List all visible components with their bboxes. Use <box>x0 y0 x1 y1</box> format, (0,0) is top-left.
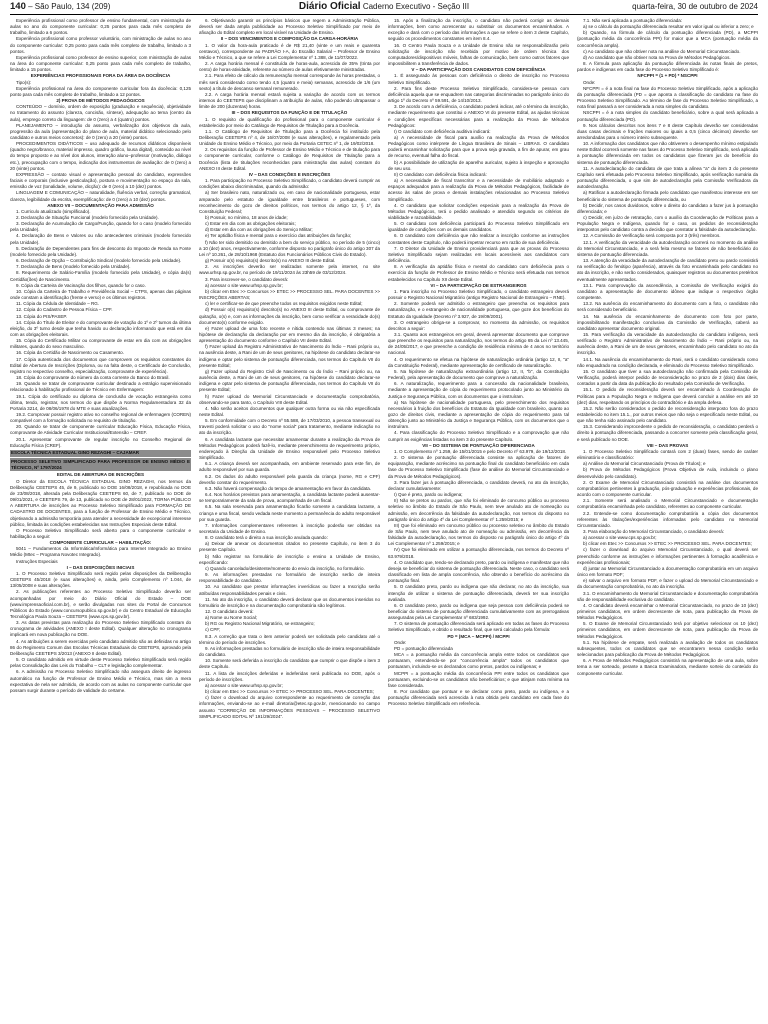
section-heading: II – DOS VENCIMENTOS E COMPOSIÇÃO DA CARGA-HORÁRIA <box>220 36 359 42</box>
paragraph: 1. O Processo Seletivo Simplificado será regido pelas disposições da Deliberação CEETEPS 45/2018 (e suas alterações) e, ainda, pelo Complemento nº 1.044, de 13/05/2008 e suas alterações. <box>10 570 191 589</box>
paragraph: b) Não registrar na formulário de inscrição o ensino a Unidade de Ensino, especificando: <box>199 553 380 565</box>
paragraph: I) O candidato com deficiência auditiva indicará: <box>394 128 491 134</box>
paragraph: Experiência profissional como professor de ensino fundamental, com ministração de aulas no ano do componente curricular: 0,25 pontos para cada mês completo de trabalho, limitado a 6 pontos. <box>10 18 191 36</box>
paragraph: b) Possuir, no mínimo, 18 anos de idade; <box>205 215 288 220</box>
paragraph: c) fazer o download do arquivo Memorial Circunstanciado, o qual deverá ser preenchido conforme as instruções e informações pertinentes à formação acadêmica e experiências profissionais; <box>577 547 758 565</box>
paragraph: 5. Em conformidade com o Decreto nº 55.588, de 17/03/2010, a pessoa transexual ou travesti poderá solicitar o uso do "nome social" para tratamento, mediante indicação no ato da inscrição. <box>199 418 380 436</box>
paragraph: 7. O sistema de pontuação diferenciada será aplicado em todas as fases do Processo Seletivo Simplificado, e obtido o resultado final, que será calculado pela fórmula: <box>388 621 569 633</box>
paragraph: CONTEÚDO – domínio, ordem de exposição (graduação e sequência), objetividade no tratamento do assunto (clareza, concisão, síntese), adequação ao tema (centro da aula), emprego correto da linguagem: de 0 (zero) a 4 (quatro) pontos. <box>10 104 191 122</box>
paragraph: LINGUAGEM E COMUNICAÇÃO – naturalidade, fluência verbal, correção gramatical, clareza, legibilidade da escrita, exemplificação: de 0 (zero) a 10 (dez) pontos. <box>10 190 191 202</box>
section-heading: IV – DAS CONDIÇÕES E INSCRIÇÕES <box>248 171 331 177</box>
page-number: 140 <box>10 1 26 12</box>
page-header <box>10 0 758 15</box>
paragraph: 13. A atenção da veracidade da autodeclaração de candidato preto ou pardo consistirá na verificação do fenótipo (aparência), através da foto encaminhada pelo candidato no ato da inscrição, e não serão considerados, quaisquer registros ou documentos pretéritos eventualmente apresentados. <box>577 258 758 282</box>
paragraph: 1.1. O Catálogo de Requisitos de Titulação para a Docência foi instituído pela Deliberação CEETEPS nº 4, de 16/07/2008 (e suas alterações), e regulamentado pela Unidade do Ensino Médio e Técnico, por meio da Portaria CETEC nº 1, de 19/02/2018. <box>199 128 380 147</box>
paragraph: Onde: <box>583 79 596 85</box>
paragraph: NSCPPI = é a nota simples do candidato beneficiário, sobre a qual será aplicada a pontuação diferenciada (PD). <box>577 110 758 122</box>
paragraph: 6. A naturalização, requerimento para a concessão da nacionalidade brasileira, mediante a apresentação de cópia do requerimento protocolado junto ao Ministério da Justiça e Segurança Pública, com os documentos que o instruíram. <box>388 381 569 399</box>
paragraph: I) Que é preto, pardo ou indígena; <box>394 492 463 498</box>
paragraph: 4. O requerimento se efetua na hipótese de naturalização ordinária (artigo 12, II, "a" da Constituição Federal), mediante apresentação de certificado de naturalização. <box>388 356 569 368</box>
paragraph: 14. Na ausência do encaminhamento de documento com foto por parte, impossibilitando manifestação conclusiva da Comissão de Verificação, caberá ao candidato apresentar documento original. <box>577 313 758 331</box>
paragraph: 3. Para elaboração do Memorial Circunstanciado, o candidato deverá: <box>583 528 725 534</box>
paragraph: 9. Cópia da Carteira de Vacinação dos filhos, quando for o caso. <box>16 282 146 288</box>
paragraph: 6. A candidata lactante que necessitar amamentar durante a realização da Prova de Métodos Pedagógicos poderá fazê-lo, mediante preenchimento de requerimento próprio, endereçado à Direção da Unidade de Ensino responsável pelo Processo Seletivo Simplificado. <box>199 436 380 461</box>
paragraph: 11. A lista de inscrições deferidas e indeferidas será publicada no DOE, após o período de inscrições. <box>199 670 380 682</box>
paragraph: 5041 – Fundamentos da Informática/Informática para Internet Integrado ao Ensino Médio (Mtec – Programa Novotec Integrado). <box>10 546 191 558</box>
section-heading: VI – DA PARTICIPAÇÃO DE ESTRANGEIROS <box>430 282 527 288</box>
paragraph: 5.1. Na hipótese de empate, será realizada a avaliação de todos os candidatos subsequentes, todos os candidatos que se encontrarem nessa condição serão selecionados para publicação da Prova de Métodos Pedagógicos. <box>577 639 758 658</box>
paragraph: 1. Para inscrição no Processo Seletivo Simplificado, o candidato estrangeiro deverá possuir o Registro Nacional Migratório (antigo Registro Nacional de Estrangeiro – RNE). <box>388 288 569 301</box>
paragraph: MCPPI = a pontuação média da concorrência PPI entre todos os candidatos que pontuaram, excluindo-se os candidatos não beneficiários; e que atinjam nota mínima na fase considerada. <box>388 670 569 688</box>
paragraph: 8.3. A correção que trata o item anterior poderá ser solicitada pelo candidato até o término do período de inscrições. <box>199 633 380 645</box>
paragraph: 6.1. A criança deverá ser acompanhada, em ambiente reservado para este fim, de adulto responsável por sua guarda. <box>199 461 380 473</box>
paragraph: a) Ser brasileiro nato, naturalizado ou, em caso de nacionalidade portuguesa, estar amparado pelo estatuto de igualdade entre brasileiros e portugueses, com reconhecimento do gozo de direitos políticos, nos termos do artigo 12, § 1º, da Constituição Federal; <box>199 190 380 214</box>
paragraph: II) O candidato com deficiência física indicará: <box>394 171 487 177</box>
paragraph: 20. Quando se tratar de componente curricular Educação Física, Educação Física, comprovante de Atividade Curricular Institucional/Extensão – CREF. <box>10 424 191 436</box>
paragraph: b) clicar em Etec >> Concursos >> ETEC >> PROCESSO SEL. PARA DOCENTES >> INSCRIÇÕES ABERTAS; <box>199 288 380 301</box>
paragraph: 3. Para inscrever-se, o candidato deverá: <box>205 276 289 282</box>
paragraph: 2. Declaração de Situação Funcional (modelo fornecido pela Unidade). <box>16 215 159 220</box>
publication-name: Diário Oficial <box>298 1 361 12</box>
paragraph: d) Possuir o(s) requisito(s) descrito(s) no ANEXO III deste Edital, ou comprovante de quitação, o(s) e, com as informações da inscrição, bem como verificar a veracidade do(s) documento(s) conforme exigido. <box>199 307 380 325</box>
paragraph: b) A possibilidade de utilização de aparelho auricular, sujeito à inspeção e aprovação de seu uso. <box>388 159 569 171</box>
paragraph: 2. O sistema de pontuação diferenciada consiste na aplicação de fatores de equiparação, mediante acréscimo na pontuação final do candidato beneficiário em cada fase do Processo Seletivo Simplificado (fase de análise do Memorial Circunstanciado e da Prova de Métodos Pedagógicos). <box>388 455 569 479</box>
paragraph: NFCPPI = é a nota final na fase do Processo Seletivo Simplificado, após a aplicação da pontuação diferenciada (PD = que aponta a classificação do candidato na fase do Processo Seletivo Simplificado. Ao término de fase do Processo Seletivo Simplificado, a nota final passará a ser considerada a nota simples do candidato. <box>577 85 758 110</box>
section-heading: VII – DO SISTEMA DE PONTUAÇÃO DIFERENCIADA <box>422 442 535 448</box>
paragraph: a) Na hipótese de nacionalidade portuguesa, pelo preenchimento dos requisitos necessários à fruição dos benefícios do Estatuto da Igualdade com brasileiro, quanto ao gozo de direitos civis, mediante a apresentação de cópia do requerimento para tal obtenção junto ao Ministério da Justiça e Segurança Pública, com os documentos que o instruíram. <box>388 399 569 430</box>
paragraph: b) clicar em Etec >> Concursos >> ETEC >> PROCESSO SEL. PARA DOCENTES; <box>205 689 374 695</box>
section-heading: 2) PROVA DE MÉTODOS PEDAGÓGICOS <box>56 98 145 104</box>
paragraph: 2. Para fins deste Processo Seletivo Simplificado, considera-se pessoa com deficiência aquela que se enquadrem nas categorias discriminadas no parágrafo único do artigo 1º do Decreto nº 59.591, de 14/10/2013. <box>388 85 569 104</box>
paragraph: 15.2. Não serão considerados o pedido de reconsideração interposto fora do prazo estabelecido no item 15.1., por outros meios que não seja o especificado neste Edital, ou que não tenha sido assinado pelo candidato. <box>577 405 758 424</box>
paragraph: 4. O candidato que, tendo-se declarado preto, pardo ou indígena e manifestar que não deseja se beneficiar do sistema de pontuação diferenciada. Neste caso, o candidato será classificado em lista de ampla concorrência, não obtendo o benefício do acréscimo da pontuação final. <box>388 559 569 584</box>
paragraph: PD = pontuação diferenciada <box>394 645 453 651</box>
paragraph: 9. Nos cálculos descritos nos itens 7 e 8 deste Capítulo deverão ser consideradas duas casas decimais e frações maiores ou iguais a 0,5 (cinco décimos) deverão ser arredondadas para o número inteiro subsequente. <box>577 122 758 140</box>
paragraph: 10. Ao candidato que prestar informações inverídicas ou fazer a Inscrição serão atribuídas responsabilidades penais e civis. <box>199 584 380 596</box>
paragraph: 6. O candidato com deficiência que não realizar a inscrição conforme as instruções constantes deste Capítulo, não poderá impetrar recurso em razão de sua deficiência. <box>388 233 569 245</box>
paragraph: c) Quando cancelado/desistente/momento do envio da inscrição, no formulário. <box>205 565 365 571</box>
paragraph: 16. Cópia da Certidão de Nascimento ou Casamento. <box>16 350 124 356</box>
paragraph: 10. Somente será deferida a inscrição do candidato que cumprir o que dispõe o item 3 deste Capítulo. <box>199 658 380 670</box>
section-heading: NFCPPI = (1 + PD) * NSCPPI <box>637 73 698 79</box>
paragraph: c) CPF; <box>205 627 221 633</box>
paragraph: 4. Não serão aceitos documentos que qualquer outra forma ou via não especificada neste Edital. <box>199 405 380 417</box>
paragraph: Experiência profissional na área do componente curricular fora da docência: 0,125 ponto para cada mês completo de trabalho, limitado a 12 pontos. <box>10 85 191 97</box>
column-4 <box>577 18 758 1018</box>
paragraph: 7.1. Não será aplicada a pontuação diferenciada: <box>583 18 683 23</box>
paragraph: PLANEJAMENTO – introdução do assunto, verbalização dos objetivos da aula, progressão da aula (apresentação do plano de aula, material didático selecionado pelo candidato e outros meios concretos): de 0 (zero) a 20 (vinte) pontos. <box>10 122 191 140</box>
paragraph: 1. É assegurado às pessoas com deficiência o direito de inscrição no Processo Seletivo Simplificado. <box>388 73 569 85</box>
paragraph: 2. O Exame de Memorial Circunstanciado consistirá na análise dos documentos comprobatórios pertinentes à graduação, pós-graduação e experiências profissionais, de acordo com o componente curricular. <box>577 479 758 498</box>
paragraph: f) Não ter sido demitido ou demitido a bem do serviço público, no período de 5 (cinco) a 10 (dez) anos, respectivamente, conforme disposto no parágrafo único do artigo 307 da Lei nº 10.261, de 28/10/1968 (Estatuto dos Funcionários Públicos Civis do Estado). <box>199 239 380 257</box>
paragraph: 12.1. A verificação da veracidade da autodeclaração ocorrerá no momento da análise do Memorial Circunstanciado, e a será feita mesmo se fatores de não beneficiário do sistema de pontuação diferenciada. <box>577 239 758 257</box>
paragraph: 2.1. Somente será analisado o Memorial Circunstanciado e documentação comprobatória encaminhada pelo candidato, referentes ao componente curricular. <box>577 498 758 510</box>
paragraph: a) Análise do Memorial Circunstanciado (Prova de Títulos); e <box>583 461 706 467</box>
paragraph: 15. Após a finalização da inscrição, o candidato não poderá corrigir as demais informações, bem como acrescentar ou substituir os documentos encaminhados. A exceção e dará com o período das informações a que se refere o item 3 deste Capítulo, seguido os procedimentos constantes em item 8.4. <box>388 18 569 42</box>
paragraph: g) Possuir o(s) requisito(s) descrito(s) no ANEXO III deste Edital. <box>205 258 336 264</box>
paragraph: 1. O Complemento nº 1.259, de 15/01/2015 e pelo Decreto nº 63.979, de 19/12/2018. <box>394 448 567 454</box>
paragraph: 4. Para classificação do Processo Seletivo Simplificado e a comprovação que não cumprir as exigências listadas no item 3 do presente Capítulo. <box>388 430 569 442</box>
paragraph: d) Estar em dia com as obrigações do Serviço Militar; <box>205 227 313 233</box>
paragraph: 3. Declaração de Acumulação de Cargo/Função, quando for o caso (modelo fornecido pela Unidade). <box>10 221 191 233</box>
paragraph: Experiência profissional como professor voluntário, com ministração de aulas no ano do componente curricular: 0,25 ponto para cada mês completo de trabalho, limitado a 3 pontos. <box>10 36 191 54</box>
paragraph: 6. Objetivando garantir os princípios básicos que regem a Administração Pública, deverá ser dada ampla publicidade ao Processo Seletivo Simplificado por meio de afixação do Edital completo em local visível na Unidade de Ensino. <box>199 18 380 36</box>
paragraph: 6.4. Nos horários previstos para amamentação, a candidata lactante poderá ausentar-se temporariamente da sala de prova, acompanhada de um fiscal. <box>199 492 380 504</box>
paragraph: Tipo(s): <box>16 79 32 85</box>
paragraph: 1. O Processo Seletivo Simplificado contará com 2 (duas) fases, sendo de caráter eliminatório e classificatório: <box>577 448 758 461</box>
section-heading: I – DAS DISPOSIÇÕES INICIAIS <box>66 564 135 570</box>
paragraph: 16. O Centro Paula Souza e a Unidade de Ensino não se responsabilizarão pelo solicitação de inscrição não recebida por motivo de ordem técnica dos computadores/dispositivos móveis, falhas de comunicação, bem como outros fatores que impossibilitem a transferência de dados. <box>388 42 569 67</box>
paragraph: 19.2. Comprovar possuir registro ativo no conselho regional de enfermagem (COREN) compatível com a formação solicitada no requisito de titulação. <box>10 412 191 424</box>
paragraph: 1. O valor da hora-aula praticado é de R$ 21,40 (vinte e um reais e quarenta centavos), correspondente ao PADRÃO I-A, do Escalão Salarial – Professor de Ensino Médio e Técnico, a que se refere a Lei Complementar nº 1.388, de 11/07/2022. <box>199 42 380 60</box>
paragraph: 6. O candidato preto, pardo ou indígena que seja pessoa com deficiência poderá se beneficiar do sistema de pontuação diferenciada cumulativamente com as prerrogativas asseguradas pela Lei Complementar nº 683/1992. <box>388 602 569 621</box>
paragraph: 7. O Diretor da Unidade de Ensino providenciará para que as provas do Processo Seletivo Simplificado sejam realizadas em locais acessíveis aos candidatos com deficiência. <box>388 245 569 264</box>
text-columns <box>10 18 758 1018</box>
paragraph: 3. O estrangeiro obriga-se a comprovar, no momento da admissão, os requisitos descritos a seguir: <box>388 319 569 331</box>
paragraph: 10. A informação dos candidatos que não obtiverem o desempenho mínimo estipulado neste Edital ocorrerá somente nas fases do Processo Seletivo Simplificado, será aplicada a pontuação diferenciada em todos os candidatos que fizeram jus do benefício do sistema de pontuação diferenciada. <box>577 141 758 165</box>
paragraph: 2.2. A carga horária mensal estará sujeita a variação de acordo com os termos internos do CEETEPS que disciplinam a atribuição de aulas, não podendo ultrapassar o limite de 200 (duzentas) horas. <box>199 91 380 110</box>
paragraph: 1. Curriculo atualizado (simplificado). <box>16 208 91 214</box>
paragraph: 5. O candidato com deficiência participará do Processo Seletivo Simplificado em igualdade de condições com os demais candidatos. <box>388 221 569 233</box>
paragraph: h) Fazer upload do Memorial Circunstanciado e documentação comprobatória, observando-se para tanto, o Capítulo VIII deste Edital. <box>199 393 380 405</box>
paragraph: II) Não se pretos ou pardos, que não foi eliminado de concurso público ou processo seletivo no âmbito do Estado de São Paulo, nem teve anulado ato de nomeação ou admissão, em decorrência da falsidade da autodeclaração, nos termos do disposto no parágrafo único do artigo 4º da Lei Complementar nº 1.259/2015; e <box>388 498 569 522</box>
paragraph: 10. Cópia da Carteira de Trabalho e Previdência Social – CTPS, apenas das páginas onde constam a identificação (frente e verso) e os últimos registros. <box>10 288 191 301</box>
paragraph: b) clicar em Etec >> Concursos >> ETEC >> PROCESSO SEL. PARA DOCENTES; <box>583 541 752 547</box>
paragraph: 6. Declaração de Opção – Contribuição Sindical (modelo fornecido pela Unidade). <box>16 258 182 264</box>
paragraph: a) acessar o site www.urhsp.sp.gov.br; <box>205 682 283 688</box>
paragraph: 11. A autodeclaração do candidato de que trata a alínea "a" do item 3 do presente Capítulo será efetuada pelo Processo Seletivo Simplificado, após verificação sumária da pontuação diferenciada, o que sim de autodeclaração pela Comissão Verificadora da autodeclaração. <box>577 165 758 190</box>
paragraph: 2. As inscrições deverão ser realizadas somente pela internet, no site www.urhsp.sp.gov.br, no período de 19/11/2024 às 23h59 de 03/12/2024. <box>199 264 380 276</box>
paragraph: 6.2. Os dados do adulto responsável pela guarda da criança (nome, RG e CPF) deverão constar do requerimento. <box>199 473 380 485</box>
paragraph: 3. As datas previstas para realização do Processo Seletivo Simplificado constam do cronograma de atividades (ANEXO I deste Edital). Qualquer alteração no cronograma implicará em nova publicação no DOE. <box>10 620 191 638</box>
column-2 <box>199 18 380 1018</box>
paragraph: c) Estar em dia com as obrigações eleitorais; <box>205 221 296 227</box>
paragraph: 5. Declaração de Dependentes para fins de desconto do Imposto de Renda na Fonte (modelo fornecido pela Unidade). <box>10 245 191 257</box>
paragraph: 7. Declaração de Bens (modelo fornecido pela Unidade). <box>16 264 131 270</box>
paragraph: O Diretor da ESCOLA TÉCNICA ESTADUAL GINO REZAGHI, nos termos da Deliberação CEETEPS 45, de 9, publicado no DOE 16/08/2018, e republicada no DOE de 23/08/2018, alterada pela Deliberação CEETEPS 60, de 7, publicado no DOE de 09/01/2021, e CEETEPS 79, de 13, publicado no DOE de 28/01/2022, TORNA PÚBLICO A ABERTURA de inscrições ao Processo Seletivo Simplificado para FORMAÇÃO DE CADASTRO DE DOCENTES, para a função de Professor de Ensino Médio e Técnico, objetivando a admissão temporária para atender a necessidade de excepcional interesse público, limitada às condições estabelecidas nas Instruções Especiais deste Edital. <box>10 478 191 527</box>
paragraph: 5. Na hipótese de naturalização extraordinária (artigo 12, II, "b", da Constituição Federal), pela apresentação de documento que comprove a naturalização. <box>388 368 569 381</box>
paragraph: a) se o cálculo da pontuação diferenciada resultar em valor igual ou inferior a zero; e <box>583 24 754 30</box>
paragraph: Experiência profissional como professor de ensino superior, com ministração de aulas na área do componente curricular: 0,25 ponto para cada mês completo de trabalho, limitado a 15 pontos. <box>10 54 191 73</box>
paragraph: PROCEDIMENTOS DIDÁTICOS – uso adequado de recursos didáticos disponíveis (quadro negro/branco, material impresso, quadro gráfico, lousa digital), conteúdo ao nível do tempo proposto e ao nível dos alunos, interação aluno–professor (motivação, diálogo etc.), preocupação com o tempo, indicação dos instrumentos de avaliação: de 0 (zero) a 20 (vinte) pontos. <box>10 141 191 171</box>
paragraph: c) Decidir, em juízo de retratação, com o auxílio da Coordenação de Políticas para a População Negra e Indígena, quando for o caso, os pedidos de reconsideração interpostos pelo candidato contra a decisão que constatar a falsidade da autodeclaração. <box>577 215 758 233</box>
paragraph: a) A necessidade de fiscal para auxílio na realização da Prova de Métodos Pedagógicos como intérprete de Língua Brasileira de Sinais – LIBRAS. O candidato poderá encaminhar solicitação para que a prova seja gravada, a fim de apurar, em grau de recurso, eventual falha do fiscal. <box>388 134 569 159</box>
column-1 <box>10 18 191 1018</box>
paragraph: IV) Que foi eliminado em utilizar a pontuação diferenciada, nos termos do Decreto nº 63.979/2018. <box>388 547 569 559</box>
paragraph: 18. Cópia do comprovante do número da conta corrente do Banco do Brasil. <box>16 375 170 381</box>
paragraph: 8. Requerimento de Salário-Família (modelo fornecido pela Unidade), e cópia da(s) Certidão(ões) de Nascimento. <box>10 270 191 282</box>
paragraph: 2. As publicações referentes ao Processo Seletivo Simplificado deverão ser acompanhadas por meio do Diário Oficial do Estado – DOE (www.imprensaoficial.com.br), e serão divulgadas nos sites do Portal de Concursos Públicos do Estado (www.concursopublico.sp.gov.br) e do Centro Estadual de Educação Tecnológica Paula Souza – CEETEPS (www.cps.sp.gov.br). <box>10 589 191 619</box>
paragraph: 3.1. O encaminhamento do Memorial Circunstanciado e documentação comprobatória são de responsabilidade exclusiva do candidato. <box>577 590 758 602</box>
highlighted-heading: PROCESSO SELETIVO SIMPLIFICADO PARA PROFESSOR DE ENSINO MÉDIO E TÉCNICO, Nº 1797/2024 <box>11 458 190 470</box>
paragraph: 4. Declaração de Bens e Valores ou não antecedentes criminais (modelo fornecido pela Unidade). <box>10 233 191 245</box>
paragraph: 11. No ato da inscrição, o candidato deverá declarar que os documentos inseridos no formulário de inscrição e na documentação comprobatória são legítimos. <box>199 596 380 608</box>
paragraph: a) Deixar de anexar os documentos citados no presente Capítulo, no item 3 do presente Capítulo. <box>199 541 380 553</box>
paragraph: 9. As informações prestadas no formulário de inscrição são de inteira responsabilidade do candidato. <box>199 645 380 658</box>
paragraph: b) RG ou Registro Nacional Migratório, se estrangeiro; <box>205 621 315 627</box>
paragraph: 15. Cópia do Certificado Militar ou comprovante de estar em dia com as obrigações militares, quando do sexo masculino. <box>10 338 191 350</box>
paragraph: 8. Por candidato que pontuar e se declarar como preto, pardo ou indígena, e a pontuação diferenciada será acrescida à nota obtida pelo candidato em cada fase do Processo Seletivo Simplificado em referência. <box>388 689 569 707</box>
section-heading: EDITAL DE ABERTURA DE INSCRIÇÕES <box>56 472 145 478</box>
paragraph: 5. O Exame de Memorial Circunstanciado terá por objetivo selecionar os 10 (dez) primeiros candidatos, em ordem decrescente de nota, para publicação da Prova de Métodos Pedagógicos. <box>577 621 758 639</box>
paragraph: 1. Para participação no Processo Seletivo Simplificado, o candidato deverá cumprir as condições abaixo discriminadas, quando da admissão: <box>199 178 380 190</box>
paragraph: 13.2. Na ausência do encaminhamento do documento com a foto, o candidato não será considerado beneficiário. <box>577 301 758 313</box>
section-heading: V – DA PARTICIPAÇÃO DOS CANDIDATOS COM DEFICIÊNCIA <box>411 67 546 73</box>
paragraph: 3. Para fazer jus à pontuação diferenciada, o candidato deverá, no ato da inscrição, declarar cumulativamente: <box>388 479 569 491</box>
paragraph: 15.1. O pedido de reconsideração deverá ser encaminhado à Coordenação de Políticas para a População Negra e Indígena que deverá concluir a análise em até 10 (dez) dias, respeitando os princípios do contraditório e da ampla defesa. <box>577 387 758 405</box>
paragraph: 12. A Comissão de Verificação será composta por 3 (três) membros. <box>583 233 721 239</box>
paragraph: c) Ao candidato que não obtiver nota na análise do Memorial Circunstanciado. <box>583 48 741 54</box>
paragraph: 5. O candidato admitido em virtude deste Processo Seletivo Simplificado será regido pelas Consolidação das Leis do Trabalho – CLT e legislação complementar. <box>10 657 191 669</box>
paragraph: MCA = a pontuação média da concorrência ampla entre todos os candidatos que pontuaram, entendendo-se por "concorrência ampla" todos os candidatos que pontuaram, incluindo-se os declarados como pretos, pardos ou indígenas; e <box>388 652 569 670</box>
paragraph: 2.1. Para efeito de cálculo da remuneração mensal corresponde às horas prestadas, o mês será considerado como tendo 4,5 (quatro e meia) semanas, acrescido de 1/6 (um sexto) a título de descanso semanal remunerado. <box>199 73 380 91</box>
paragraph: 13.1. Para comprovação da ascendência, a Comissão de Verificação exigirá do candidato a apresentação de documento idôneo que indique o respectivo órgão competente. <box>577 282 758 301</box>
paragraph: a) Ratificar a autodeclaração firmada pelo candidato que manifestou interesse em ser beneficiário do sistema de pontuação diferenciada, ou <box>577 190 758 202</box>
paragraph: 5. O candidato preto, pardo ou indígena que não declarar, no ato da inscrição, sua intenção de utilizar o sistema de pontuação diferenciada, deverá ter sua inscrição avaliada. <box>388 584 569 602</box>
paragraph: 12. O candidato deverá: <box>205 609 254 614</box>
publication-section: Caderno Executivo - Seção III <box>362 2 470 11</box>
paragraph: b) Prova de Métodos Pedagógicos (Prova Objetiva de Aula, incluindo o plano desenvolvido pelo candidato). <box>577 467 758 479</box>
paragraph: 8. A fórmula para aplicação da pontuação diferenciada às notas finais de pretos, pardos e indígenas em cada fase do Processo Seletivo Simplificado é: <box>577 61 758 73</box>
paragraph: O Processo Seletivo Simplificado será aberto para o componente curricular e habilitação a seguir: <box>10 527 191 539</box>
paragraph: 4. O candidato deverá encaminhar o Memorial Circunstanciado, no prazo de 10 (dez) primeiros candidatos, em ordem decrescente de nota, para publicação da Prova de Métodos Pedagógicos. <box>577 602 758 621</box>
paragraph: Instruções Especiais <box>16 558 58 564</box>
paragraph: 17. Cópia autenticada dos documentos que comprovem os requisitos constantes do Edital de Abertura de Inscrições (Diploma, ou na falta deste, o Certificado de Conclusão, registro no respectivo conselho, especialização, comprovante de experiência). <box>10 356 191 374</box>
paragraph: 3. De acordo com a deficiência, o candidato poderá indicar, até o término da inscrição, mediante requerimento que constitui o ANEXO VI do presente Edital, as ajudas técnicas e condições específicas necessárias para a realização da Prova de Métodos Pedagógicos: <box>388 104 569 128</box>
paragraph: 13. Cópia do PIS/PASEP. <box>16 313 68 319</box>
highlighted-heading: ESCOLA TÉCNICA ESTADUAL GINO REZAGHI – CAJAMAR <box>10 450 191 457</box>
paragraph: a) Nome ou Nome Social; <box>205 615 258 621</box>
paragraph: 2.2. Entende-se como documentação comprobatória a cópia dos documentos referentes às titulações/experiências informadas pelo candidato no Memorial Circunstanciado. <box>577 510 758 528</box>
publication-date: quarta-feira, 30 de outubro de 2024 <box>632 2 758 11</box>
section-heading: COMPONENTE CURRICULAR – HABILITAÇÃO: <box>49 540 152 546</box>
paragraph: 19. Quando se tratar de comprovante curricular destinado a estrágio supervisionado relacionado à habilitação profissional de Técnico em Enfermagem: <box>10 381 191 393</box>
paragraph: a) acessar o site www.cps.sp.gov.br; <box>583 535 657 541</box>
paragraph: 9. As informações prestadas no formulário de inscrição serão de inteira responsabilidade do candidato. <box>199 572 380 584</box>
paragraph: e) Fazer upload de uma foto recente e nítida contendo nas últimas 3 meses; na hipótese de declaração da declaração por em mesmo dia da inscrição, é obrigatória a apresentação do documento conforme o Capítulo VII deste Edital. <box>199 325 380 344</box>
paragraph: d) juntar ao Memorial Circunstanciado a documentação comprobatória em um arquivo único em formato PDF; <box>577 565 758 578</box>
column-3 <box>388 18 569 1018</box>
section-heading: EXPERIÊNCIAS PROFISSIONAIS FORA DA ÁREA DA DOCÊNCIA <box>30 73 171 79</box>
paragraph: EXPRESSÃO – contato visual e apresentação pessoal do candidato, expressões faciais e corporais (inclusive gesticulação), postura e movimentação no espaço da sala, emissão de voz (tonalidade, volume, dicção): de 0 (zero) a 10 (dez) pontos. <box>10 171 191 190</box>
paragraph: c) fazer o download do arquivo correspondente ao requerimento de correção das informações, enviando-se ao e-mail diretoria@etec.sp.gov.br, mencionando no campo assunto "CORREÇÃO DE INFORMAÇÕES PESSOAIS – PROCESSO SELETIVO SIMPLIFICADO EDITAL Nº 191/29/2024". <box>199 695 380 719</box>
paragraph: 11. Cópia da Cédula de Identidade – RG. <box>16 301 100 307</box>
paragraph: b) Decidir, nos casos duvidosos, sobre o direito do candidato a fazer jus à pontuação diferenciada; e <box>577 202 758 214</box>
paragraph: f) Fazer upload da Registro Administrativo de Nascimento do Índio – Rani próprio ou, na ausência deste, a Rani de um de seus genitores, na hipótese do candidato declarar-se indígena e optar pelo sistema de pontuação diferenciada, nos termos do Capítulo VII do presente Edital; <box>199 344 380 368</box>
paragraph: 1. O requisito de qualificação do profissional para o componente curricular é estabelecido por meio do Catálogo de Requisitos de Titulação para a Docência. <box>199 116 380 128</box>
section-heading: ANEXO VII – DOCUMENTAÇÃO PARA ADMISSÃO <box>47 202 154 208</box>
paragraph: 14. Cópia do Título de Eleitor e do comprovante de votação do 1º e 2º turnos da última eleição, do 3º turno desde que tenha havido ou declaração informando que está em dia com as obrigações eleitorais. <box>10 319 191 337</box>
section-heading: PD = (MCA – MCPPI) / MCPPI <box>447 633 510 639</box>
paragraph: 6.3. Não haverá compensação do tempo de amamentação em favor da candidata. <box>205 485 372 491</box>
paragraph: 20.1. Apresentar comprovante de regular inscrição no Conselho Regional de Educação Física (CREF). <box>10 436 191 448</box>
paragraph: 2. Os requisitos da função de Professor de Ensino Médio e Técnico e de titulação para o componente curricular, conforme o Catálogo de Requisitos de Titulação para a Docência (lista de titulações reconhecidas para ministração das aulas) constam do ANEXO III deste Edital. <box>199 147 380 171</box>
paragraph: 4. As atribuições a serem exercidas pelo candidato admitido são as definidas no artigo 86 do Regimento Comum das Escolas Técnicas Estaduais do CEETEPS, aprovado pela Deliberação CEETEPS 3/2013 (ANEXO II deste Edital). <box>10 638 191 656</box>
paragraph: a) A necessidade de fiscal transcritor e a necessidade de mobiliário adaptado e espaços adequados para a realização da Prova de Métodos Pedagógicos, facilidade de acesso às salas de prova e demais instalações relacionadas ao Processo Seletivo Simplificado. <box>388 178 569 202</box>
paragraph: Onde: <box>394 639 407 645</box>
paragraph: 3.1. Quanto aos estrangeiros em geral, deverá apresentar documento que comprove que preenche os requisitos para naturalização, nos termos do artigo 65 da Lei nº 13.445, de 24/05/2017, e que preenche a condição de residência mínima de 4 anos no território nacional. <box>388 331 569 356</box>
paragraph: e) Ter aptidão física e mental para o exercício das atribuições da função; <box>205 233 352 239</box>
paragraph: c) ler e certificar-se de que preenche todos os requisitos exigidos neste Edital; <box>205 301 363 307</box>
paragraph: 7. Informações complementares referentes à inscrição poderão ser obtidas na secretaria da Unidade de Ensino. <box>199 522 380 534</box>
paragraph: 6. A Prova de Métodos Pedagógicos consistirá na apresentação de uma aula, sobre tema a ser sorteado, perante a Banca Examinadora, mediante sorteio do conteúdo do componente curricular. <box>577 658 758 676</box>
paragraph: d) Ao candidato que não obtiver nota na Prova de Métodos Pedagógicos. <box>583 54 731 60</box>
section-heading: VIII – DAS PROVAS <box>646 442 689 448</box>
paragraph: 15.3. Considerando improcedente o pedido de reconsideração, o candidato perderá o direito à pontuação diferenciada, passando a concorrer somente pela classificação geral, e será publicado no DOE. <box>577 424 758 442</box>
paragraph: b) Quando, na fórmula de cálculo da pontuação diferenciada (PD), a MCPPI (pontuação média da concorrência PPI) for maior que a MCA (pontuação média da concorrência ampla). <box>577 30 758 48</box>
paragraph: 12. Cópia do Cadastro de Pessoa Física – CPF. <box>16 307 113 313</box>
section-heading: III – DOS REQUISITOS DA FUNÇÃO E DE TITULAÇÃO <box>231 110 348 116</box>
paragraph: 4. O candidato que solicitar condições especiais para a realização da Prova de Métodos Pedagógicos, terá o pedido analisado e atendido segundo os critérios de viabilidade e razoabilidade. <box>388 202 569 220</box>
paragraph: 8. A verificação da aptidão física e mental do candidato com deficiência para o exercício da função de Professor de Ensino Médio e Técnico será efetuada nos termos estabelecidos no Capítulo XII deste Edital. <box>388 264 569 282</box>
paragraph: III) Que foi eliminado em concurso público ou processo seletivo no âmbito do Estado de São Paulo, nem teve anulado ato de nomeação ou admissão, em decorrência da falsidade da autodeclaração, nos termos do disposto no parágrafo único do artigo 4º da Lei Complementar nº 1.259/2015; e <box>388 522 569 547</box>
paragraph: e) salvar o arquivo em formato PDF, e fazer o upload do Memorial Circunstanciado e da documentação comprobatória, no ato da inscrição. <box>577 578 758 590</box>
paragraph: 8. O candidato terá o direito a sua inscrição anulada quando: <box>205 535 328 541</box>
paragraph: 2. A carga horária mensal é constituída de horas-aula, acrescida de 35% (trinta por cento) de horas-atividade, referente ao número de aulas efetivamente ministradas. <box>199 61 380 73</box>
paragraph: 15. Para verificação da veracidade da autodeclaração do candidato indígena, será verificado o Registro Administrativo de Nascimento do Índio – Rani próprio ou, na ausência deste, a Rani de um de seus genitores, encaminhado pelo candidato no ato da inscrição. <box>577 331 758 356</box>
paragraph: a) acessar o site www.urhsp.sp.gov.br; <box>205 282 283 288</box>
paragraph: 19.1. Cópia do certificado ou diploma de conclusão de vocação estrangeira como última, tendo, registrar, nos termos do que dispõe a Norma Regulamentadora 32 da Portaria 3214, de 08/06/1978 do MTE e suas atualizações. <box>10 393 191 411</box>
paragraph: 14.1. Na ausência do encaminhamento do Rani, será o candidato considerado como não enquadrado na condição declarada, e eliminado do Processo Seletivo Simplificado. <box>577 356 758 368</box>
paragraph: 6.5. Na sala reservada para amamentação ficarão somente a candidata lactante, a criança e uma fiscal, sendo vedada neste momento a permanência do adulto responsável por sua guarda. <box>199 504 380 522</box>
page-location: – São Paulo, 134 (209) <box>28 2 111 11</box>
paragraph: 6. A admissão no Processo Seletivo Simplificado não assegura direito de ingresso automático na função de Professor de Ensino Médio e Técnico, mas sim a mera expectativa de nela ser admitido, de acordo com as aulas no componente curricular que possam surgir durante o período de validade do certame. <box>10 669 191 693</box>
paragraph: g) Fazer upload do Registro Civil de Nascimento ou do Índio – Rani próprio ou, na ausência deste, a Rani de um de seus genitores, na hipótese do candidato declarar-se indígena e optar pelo sistema de pontuação diferenciada, nos termos do Capítulo VII do presente Edital; <box>199 368 380 393</box>
paragraph: 2. Somente poderá ser admitido o estrangeiro que preencha os requisitos para naturalização, e o estrangeiro de nacionalidade portuguesa, que goze dos benefícios do Estatuto da Igualdade (Decreto nº 3.927, de 19/09/2001). <box>388 301 569 319</box>
paragraph: 15. O candidato que tiver a sua autodeclaração não confirmada pela Comissão de Verificação, poderá interpor pedido de reconsideração no prazo de 2 (dois) dias úteis, contados a partir da data da publicação do resultado pela Comissão de Verificação. <box>577 368 758 387</box>
